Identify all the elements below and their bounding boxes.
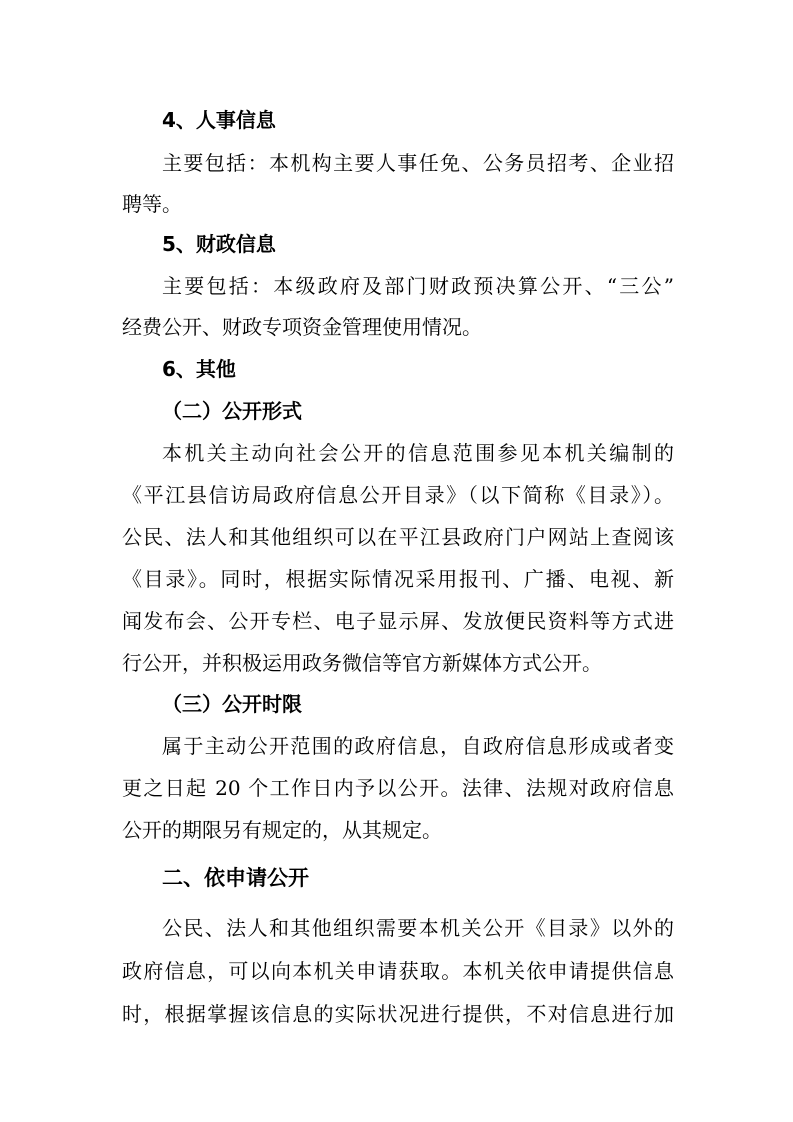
paragraph-line: 政府信息，可以向本机关申请获取。本机关依申请提供信息: [122, 959, 674, 983]
paragraph-line: 时，根据掌握该信息的实际状况进行提供，不对信息进行加: [122, 1002, 674, 1026]
paragraph-line: 主要包括：本机构主要人事任免、公务员招考、企业招: [162, 151, 674, 175]
paragraph-line: 公开的期限另有规定的，从其规定。: [122, 818, 442, 842]
paragraph-line: 《目录》。同时，根据实际情况采用报刊、广播、电视、新: [122, 567, 674, 591]
paragraph-line: 更之日起 20 个工作日内予以公开。法律、法规对政府信息: [122, 776, 674, 800]
paragraph-line: 《平江县信访局政府信息公开目录》（以下简称《目录》）。: [122, 483, 674, 507]
paragraph-line: 公民、法人和其他组织可以在平江县政府门户网站上查阅该: [122, 525, 674, 549]
heading-personnel-info: 4、人事信息: [162, 108, 276, 132]
heading-disclosure-form: （二）公开形式: [162, 399, 302, 423]
heading-disclosure-on-request: 二、依申请公开: [162, 866, 309, 890]
heading-finance-info: 5、财政信息: [162, 232, 276, 256]
paragraph-line: 经费公开、财政专项资金管理使用情况。: [122, 315, 482, 339]
paragraph-line: 聘等。: [122, 192, 182, 216]
paragraph-line: 本机关主动向社会公开的信息范围参见本机关编制的: [162, 441, 674, 465]
heading-disclosure-time-limit: （三）公开时限: [162, 692, 302, 716]
paragraph-line: 闻发布会、公开专栏、电子显示屏、发放便民资料等方式进: [122, 609, 674, 633]
paragraph-line: 行公开，并积极运用政务微信等官方新媒体方式公开。: [122, 651, 602, 675]
paragraph-line: 属于主动公开范围的政府信息，自政府信息形成或者变: [162, 734, 674, 758]
paragraph-line: 公民、法人和其他组织需要本机关公开《目录》以外的: [162, 916, 674, 940]
paragraph-line: 主要包括：本级政府及部门财政预决算公开、“三公”: [162, 274, 674, 298]
heading-other: 6、其他: [162, 357, 236, 381]
